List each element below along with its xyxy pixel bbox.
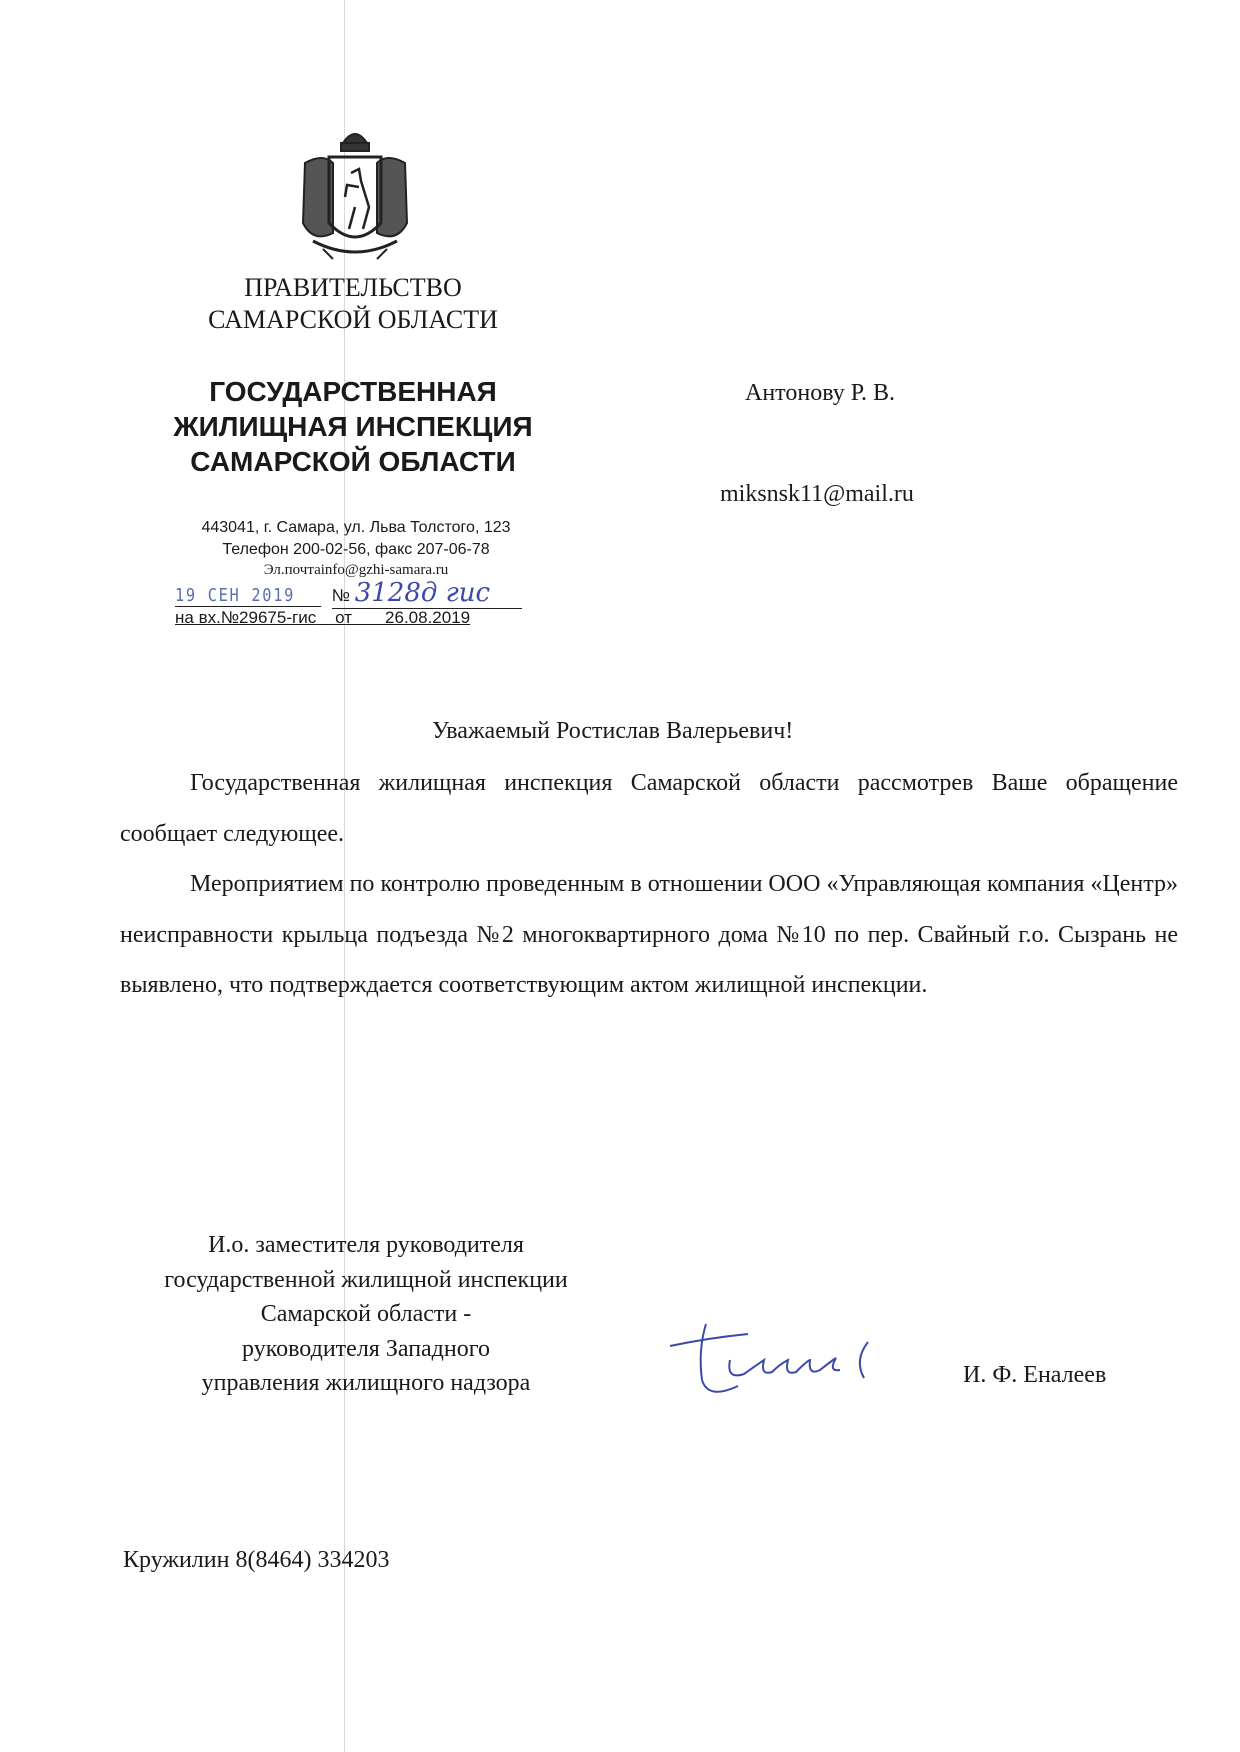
paragraph-1: Государственная жилищная инспекция Самарской области рассмотрев Ваше обращение сообщает следующее. <box>120 770 1178 847</box>
incoming-reference <box>175 608 470 628</box>
outgoing-number: 3128д гис <box>354 578 491 608</box>
government-title <box>153 272 553 336</box>
executor-contact: Кружилин 8(8464) 334203 <box>123 1547 390 1573</box>
contact-block <box>156 517 556 579</box>
signatory-line: Самарской области - <box>260 1301 472 1327</box>
org-email: Эл.почтаinfo@gzhi-samara.ru <box>263 562 449 578</box>
signatory-line: управления жилищного надзора <box>201 1370 531 1396</box>
signatory-title <box>106 1228 626 1401</box>
inspection-line: ГОСУДАРСТВЕННАЯ <box>209 376 497 407</box>
date-stamp: 19 СЕН 2019 <box>175 585 321 607</box>
recipient-email: miksnsk11@mail.ru <box>720 481 914 507</box>
handwritten-signature <box>668 1320 888 1400</box>
signatory-line: И.о. заместителя руководителя <box>208 1232 524 1258</box>
paragraph-2: Мероприятием по контролю проведенным в отношении ООО «Управляющая компания «Центр» неисправности крыльца подъезда №2 многоквартирного дома №10 по пер. Свайный г.о. Сызрань не выявлено, что подтверждается соответствующим актом жилищной инспекции. <box>120 871 1178 998</box>
from-label: от <box>335 608 352 627</box>
greeting: Уважаемый Ростислав Валерьевич! <box>432 718 794 744</box>
address: 443041, г. Самара, ул. Льва Толстого, 123 <box>201 519 511 536</box>
coat-of-arms-emblem <box>293 123 417 263</box>
incoming-number: на вх.№29675-гис <box>175 608 317 627</box>
inspection-line: САМАРСКОЙ ОБЛАСТИ <box>190 446 516 477</box>
gov-line-1: ПРАВИТЕЛЬСТВО <box>244 273 462 302</box>
phone-fax: Телефон 200-02-56, факс 207-06-78 <box>222 541 490 558</box>
outgoing-registration <box>175 578 522 609</box>
incoming-date: 26.08.2019 <box>385 608 471 627</box>
number-label: № <box>331 586 350 605</box>
inspection-title <box>143 374 563 479</box>
signatory-line: руководителя Западного <box>242 1335 490 1362</box>
recipient-name: Антонову Р. В. <box>745 380 896 406</box>
signatory-name: И. Ф. Еналеев <box>963 1362 1107 1388</box>
inspection-line: ЖИЛИЩНАЯ ИНСПЕКЦИЯ <box>173 411 533 442</box>
gov-line-2: САМАРСКОЙ ОБЛАСТИ <box>208 305 498 334</box>
signatory-line: государственной жилищной инспекции <box>164 1266 568 1293</box>
